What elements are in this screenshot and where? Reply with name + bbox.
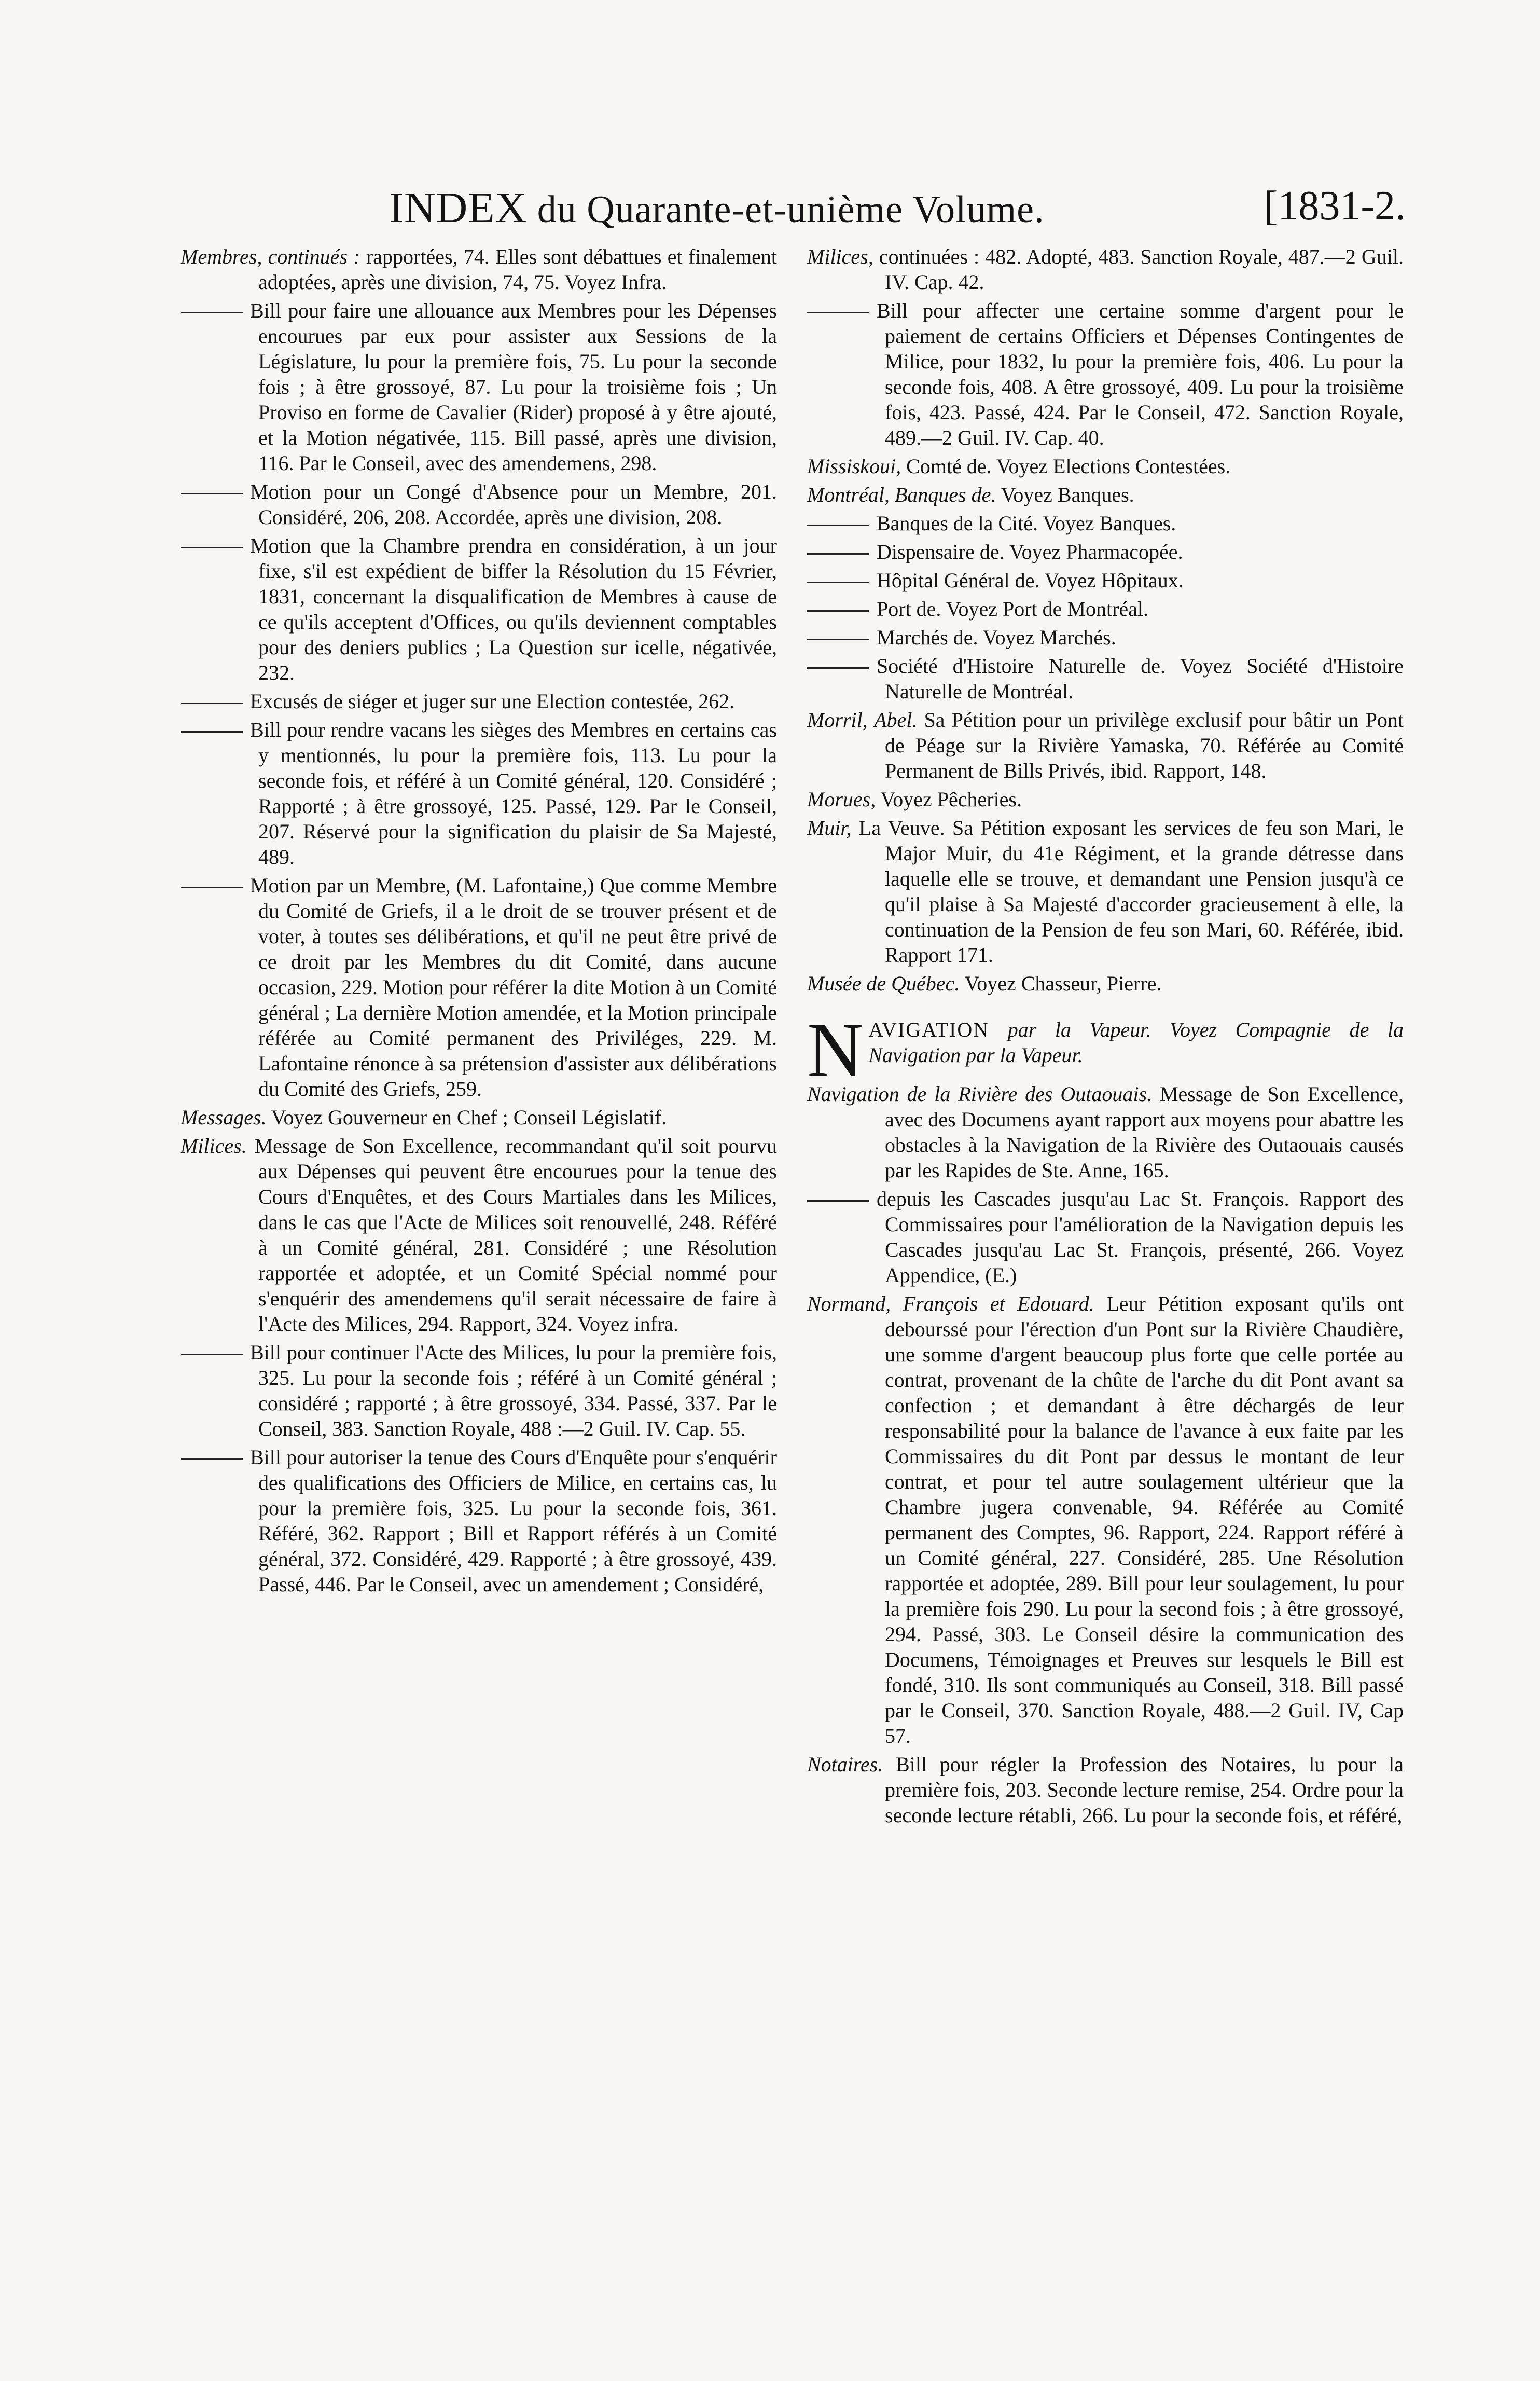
index-entry — [807, 707, 1404, 783]
index-subentry — [807, 298, 1404, 450]
index-subentry — [181, 689, 777, 714]
entry-heading: Missiskoui, — [807, 455, 901, 478]
entry-text: Voyez Banques. — [996, 483, 1134, 506]
subentry-text: Société d'Histoire Naturelle de. Voyez Société d'Histoire Naturelle de Montréal. — [877, 654, 1404, 703]
index-entry — [807, 482, 1404, 507]
ditto-dash — [181, 1354, 243, 1355]
section-heading-text: par la Vapeur. Voyez Compagnie de la Navigation par la Vapeur. — [868, 1018, 1404, 1067]
index-entry — [807, 1081, 1404, 1183]
subentry-text: Port de. Voyez Port de Montréal. — [877, 597, 1149, 621]
subentry-text: Bill pour continuer l'Acte des Milices, lu pour la première fois, 325. Lu pour la seconde fois ; référé à un Comité général ; considéré ; rapporté ; à être grossoyé, 334. Passé, 337. Par le Conseil, 383. Sanction Royale, 488 :—2 Guil. IV. Cap. 55. — [250, 1341, 777, 1440]
entry-heading: Morues, — [807, 788, 876, 811]
section-heading-word: AVIGATION — [868, 1018, 990, 1041]
entry-heading: Messages. — [181, 1106, 267, 1129]
ditto-dash — [181, 547, 243, 548]
entry-heading: Notaires. — [807, 1753, 883, 1776]
subentry-text: Motion par un Membre, (M. Lafontaine,) Que comme Membre du Comité de Griefs, il a le droit de se trouver présent et de voter, à toutes ses délibérations, et qu'il ne peut être privé de ce droit par les Membres du dit Comité, dans aucune occasion, 229. Motion pour référer la dite Motion à un Comité général ; La dernière Motion amendée, et la Motion principale référée au Comité permanent des Priviléges, 229. M. Lafontaine rénonce à sa prétension d'assister aux délibérations du Comité des Griefs, 259. — [250, 874, 777, 1100]
index-subentry — [181, 717, 777, 870]
entry-heading: Musée de Québec. — [807, 972, 960, 995]
ditto-dash — [181, 493, 243, 494]
subentry-text: Motion que la Chambre prendra en considération, à un jour fixe, s'il est expédient de biffer la Résolution du 15 Février, 1831, concernant la disqualification de Membres à cause de ce qu'ils acceptent d'Offices, ou qu'ils deviennent comptables pour des deniers publics ; La Question sur icelle, négativée, 232. — [250, 534, 777, 684]
index-subentry — [807, 653, 1404, 704]
title-rest: du Quarante-et-unième Volume. — [527, 188, 1045, 231]
ditto-dash — [807, 1200, 869, 1202]
entry-text: rapportées, 74. Elles sont débattues et finalement adoptées, après une division, 74, 75. Voyez Infra. — [258, 245, 777, 294]
subentry-text: Hôpital Général de. Voyez Hôpitaux. — [877, 569, 1184, 592]
index-entry — [807, 453, 1404, 479]
entry-heading: Normand, François et Edouard. — [807, 1292, 1094, 1315]
ditto-dash — [181, 703, 243, 704]
subentry-text: Motion pour un Congé d'Absence pour un Membre, 201. Considéré, 206, 208. Accordée, après une division, 208. — [250, 480, 777, 529]
entry-text: continuées : 482. Adopté, 483. Sanction Royale, 487.—2 Guil. IV. Cap. 42. — [873, 245, 1404, 294]
subentry-text: Bill pour autoriser la tenue des Cours d'Enquête pour s'enquérir des qualifications des Officiers de Milice, en certains cas, lu pour la première fois, 325. Lu pour la seconde fois, 361. Référé, 362. Rapport ; Bill et Rapport référés à un Comité général, 372. Considéré, 429. Rapporté ; à être grossoyé, 439. Passé, 446. Par le Conseil, avec un amendement ; Considéré, — [250, 1446, 777, 1596]
entry-heading: Morril, Abel. — [807, 708, 918, 732]
entry-text: Sa Pétition pour un privilège exclusif pour bâtir un Pont de Péage sur la Rivière Yamaska, 70. Référée au Comité Permanent de Bills Privés, ibid. Rapport, 148. — [885, 708, 1404, 782]
entry-text: Voyez Gouverneur en Chef ; Conseil Législatif. — [266, 1106, 667, 1129]
entry-text: Voyez Chasseur, Pierre. — [960, 972, 1162, 995]
index-subentry — [181, 479, 777, 530]
entry-heading: Membres, continués : — [181, 245, 360, 268]
entry-text: Voyez Pêcheries. — [876, 788, 1022, 811]
index-entry — [807, 787, 1404, 812]
ditto-dash — [181, 731, 243, 733]
ditto-dash — [807, 639, 869, 640]
ditto-dash — [807, 610, 869, 612]
entry-text: La Veuve. Sa Pétition exposant les services de feu son Mari, le Major Muir, du 41e Régiment, et la grande détresse dans laquelle elle se trouve, et demandant une Pension jusqu'à ce qu'il plaise à Sa Majesté d'accorder gracieusement à elle, la continuation de la Pension de feu son Mari, 60. Référée, ibid. Rapport 171. — [851, 816, 1404, 967]
title-index-word: INDEX — [389, 184, 528, 232]
index-subentry — [181, 1444, 777, 1597]
index-entry — [807, 1291, 1404, 1749]
index-entry — [181, 1133, 777, 1337]
page-header — [171, 183, 1406, 240]
index-subentry — [807, 1186, 1404, 1288]
index-subentry — [807, 511, 1404, 536]
ditto-dash — [807, 312, 869, 313]
entry-text: Comté de. Voyez Elections Contestées. — [901, 455, 1231, 478]
entry-text: Message de Son Excellence, recommandant qu'il soit pourvu aux Dépenses qui peuvent être encourues pour la tenue des Cours d'Enquêtes, et des Cours Martiales dans les Milices, dans le cas que l'Acte de Milices soit renouvellé, 248. Référé à un Comité général, 281. Considéré ; une Résolution rapportée et adoptée, et un Comité Spécial nommé pour s'enquérir des amendemens qu'il serait nécessaire de faire à l'Acte des Milices, 294. Rapport, 324. Voyez infra. — [246, 1134, 777, 1336]
index-entry — [807, 815, 1404, 968]
subentry-text: depuis les Cascades jusqu'au Lac St. François. Rapport des Commissaires pour l'amélioration de la Navigation depuis les Cascades jusqu'au Lac St. François, présenté, 266. Voyez Appendice, (E.) — [877, 1187, 1404, 1287]
subentry-text: Dispensaire de. Voyez Pharmacopée. — [877, 540, 1183, 563]
index-entry — [807, 244, 1404, 295]
entry-heading: Montréal, Banques de. — [807, 483, 996, 506]
index-subentry — [181, 298, 777, 476]
subentry-text: Bill pour faire une allouance aux Membres pour les Dépenses encourues par eux pour assister aux Sessions de la Législature, lu pour la première fois, 75. Lu pour la seconde fois ; à être grossoyé, 87. Lu pour la troisième fois ; Un Proviso en forme de Cavalier (Rider) proposé à y être ajouté, et la Motion négativée, 115. Bill passé, après une division, 116. Par le Conseil, avec des amendemens, 298. — [250, 299, 777, 475]
subentry-text: Marchés de. Voyez Marchés. — [877, 626, 1116, 649]
ditto-dash — [181, 887, 243, 888]
ditto-dash — [807, 667, 869, 669]
ditto-dash — [181, 312, 243, 313]
subentry-text: Bill pour affecter une certaine somme d'argent pour le paiement de certains Officiers et Dépenses Contingentes de Milice, pour 1832, lu pour la première fois, 406. Lu pour la seconde fois, 408. A être grossoyé, 409. Lu pour la troisième fois, 423. Passé, 424. Par le Conseil, 472. Sanction Royale, 489.—2 Guil. IV. Cap. 40. — [877, 299, 1404, 449]
index-entry — [181, 1105, 777, 1130]
index-subentry — [807, 568, 1404, 593]
entry-heading: Milices. — [181, 1134, 247, 1158]
subentry-text: Bill pour rendre vacans les sièges des Membres en certains cas y mentionnés, lu pour la première fois, 113. Lu pour la seconde fois, et référé à un Comité général, 120. Considéré ; Rapporté ; à être grossoyé, 125. Passé, 129. Par le Conseil, 207. Réservé pour la signification du plaisir de Sa Majesté, 489. — [250, 718, 777, 869]
page-title — [389, 183, 1044, 233]
index-entry — [807, 1752, 1404, 1828]
ditto-dash — [807, 525, 869, 526]
ditto-dash — [807, 582, 869, 583]
index-subentry — [181, 1340, 777, 1441]
index-subentry — [807, 539, 1404, 565]
page-year: [1831-2. — [1264, 183, 1406, 229]
section-heading — [807, 1007, 1404, 1093]
ditto-dash — [181, 1458, 243, 1460]
entry-heading: Muir, — [807, 816, 852, 839]
entry-text: Message de Son Excellence, avec des Documens ayant rapport aux moyens pour abattre les obstacles à la Navigation de la Rivière des Outaouais causés par les Rapides de Ste. Anne, 165. — [885, 1082, 1404, 1182]
subentry-text: Banques de la Cité. Voyez Banques. — [877, 512, 1176, 535]
index-entry — [807, 971, 1404, 996]
drop-cap: N — [807, 1007, 864, 1093]
entry-heading: Milices, — [807, 245, 873, 268]
entry-text: Bill pour régler la Profession des Notaires, lu pour la première fois, 203. Seconde lecture remise, 254. Ordre pour la seconde lecture rétabli, 266. Lu pour la seconde fois, et référé, — [883, 1753, 1404, 1827]
index-entry — [181, 244, 777, 295]
subentry-text: Excusés de siéger et juger sur une Election contestée, 262. — [250, 690, 735, 713]
index-subentry — [181, 533, 777, 685]
entry-heading: Navigation de la Rivière des Outaouais. — [807, 1082, 1153, 1106]
left-column — [181, 244, 777, 1600]
index-subentry — [807, 625, 1404, 650]
entry-text: Leur Pétition exposant qu'ils ont debourssé pour l'érection d'un Pont sur la Rivière Chaudière, une somme d'argent beaucoup plus forte que celle portée au contrat, provenant de la chûte de l'arche du dit Pont avant sa confection ; et demandant à être déchargés de leur responsabilité pour la balance de l'avance à eux faite par les Commissaires du dit Pont par dessus le montant de leur contrat, et pour tel autre soulagement ultérieur que la Chambre jugera convenable, 94. Référée au Comité permanent des Comptes, 96. Rapport, 224. Rapport référé à un Comité général, 227. Considéré, 285. Une Résolution rapportée et adoptée, 289. Bill pour leur soulagement, lu pour la première fois 290. Lu pour la second fois ; à être grossoyé, 294. Passé, 303. Le Conseil désire la communication des Documens, Témoignages et Preuves sur lesquels le Bill est fondé, 310. Ils sont communiqués au Conseil, 318. Bill passé par le Conseil, 370. Sanction Royale, 488.—2 Guil. IV, Cap 57. — [885, 1292, 1404, 1747]
right-column — [807, 244, 1404, 1831]
index-subentry — [181, 873, 777, 1102]
index-subentry — [807, 596, 1404, 622]
ditto-dash — [807, 553, 869, 555]
